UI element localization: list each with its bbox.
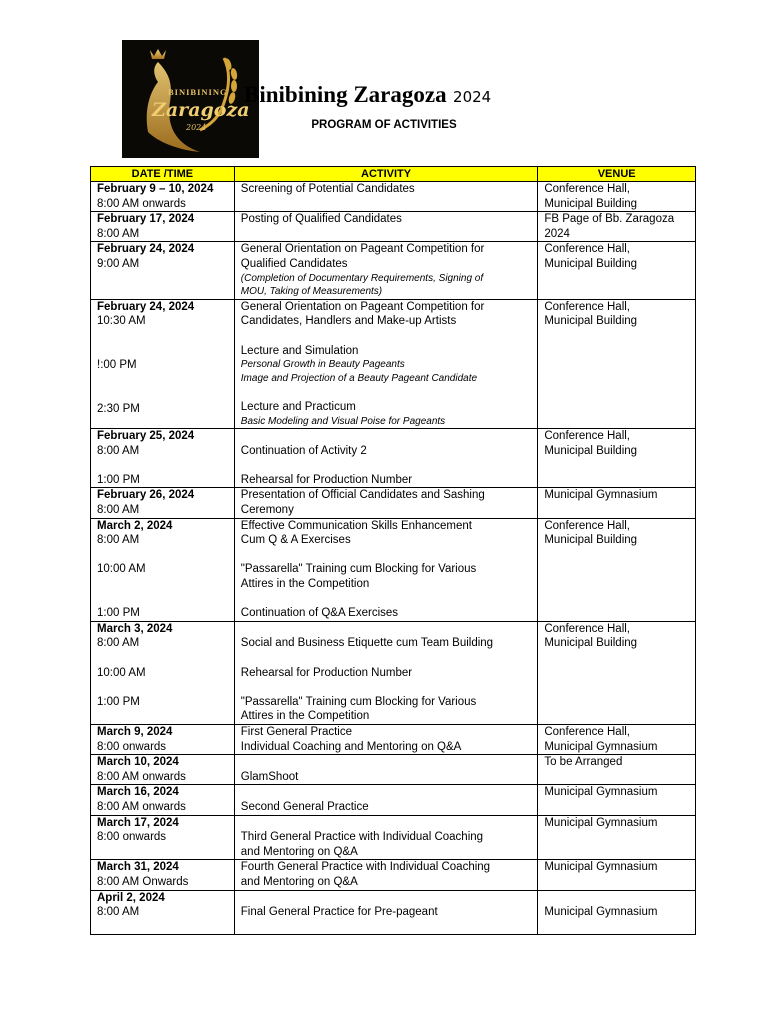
cell-text: First General Practice — [240, 725, 352, 738]
cell-spacer — [241, 891, 532, 906]
cell-spacer — [241, 385, 532, 400]
cell-text: April 2, 2024 — [97, 891, 165, 904]
cell-text: Continuation of Q&A Exercises — [240, 607, 399, 620]
venue-cell — [538, 518, 696, 621]
cell-spacer — [241, 458, 532, 473]
cell-text: Lecture and Practicum — [240, 400, 356, 413]
cell-text: Municipal Building — [544, 197, 638, 210]
cell-text: 8:00 AM — [97, 504, 140, 517]
date-cell — [91, 299, 235, 428]
cell-text: Presentation of Official Candidates and Sashing — [240, 489, 485, 502]
venue-cell — [538, 621, 696, 724]
cell-text: Fourth General Practice with Individual Coaching — [240, 861, 491, 874]
cell-text: Conference Hall, — [544, 622, 630, 635]
venue-cell — [538, 785, 696, 815]
cell-text: "Passarella" Training cum Blocking for Various — [240, 695, 477, 708]
cell-text: Municipal Gymnasium — [544, 489, 658, 502]
cell-spacer — [241, 755, 532, 770]
venue-cell — [538, 242, 696, 299]
cell-text: 8:00 onwards — [97, 831, 167, 844]
cell-text: Municipal Building — [544, 534, 638, 547]
cell-text: Municipal Gymnasium — [544, 786, 658, 799]
cell-text: Effective Communication Skills Enhancement — [240, 519, 472, 532]
cell-text: Conference Hall, — [544, 300, 630, 313]
cell-spacer — [97, 344, 228, 359]
cell-note: Basic Modeling and Visual Poise for Pageants — [240, 415, 446, 427]
logo-emblem — [122, 40, 259, 158]
cell-note: (Completion of Documentary Requirements, Signing of — [240, 272, 484, 284]
cell-spacer — [97, 373, 228, 388]
cell-spacer — [241, 429, 532, 444]
cell-text: Lecture and Simulation — [240, 344, 359, 357]
cell-text: 1:00 PM — [97, 695, 140, 708]
cell-text: and Mentoring on Q&A — [240, 845, 358, 858]
cell-spacer — [241, 680, 532, 695]
logo-year-text: 2024 — [186, 123, 207, 132]
cell-text: 10:30 AM — [97, 315, 146, 328]
cell-text: Cum Q & A Exercises — [240, 534, 351, 547]
cell-text: Rehearsal for Production Number — [240, 473, 413, 486]
table-row — [91, 488, 696, 518]
date-cell — [91, 242, 235, 299]
cell-text: Conference Hall, — [544, 725, 630, 738]
cell-text: Qualified Candidates — [240, 257, 348, 270]
cell-spacer — [241, 651, 532, 666]
activity-cell — [234, 890, 538, 935]
venue-cell — [538, 815, 696, 860]
cell-text: Municipal Building — [544, 315, 638, 328]
cell-text: Municipal Building — [544, 637, 638, 650]
date-cell — [91, 429, 235, 488]
cell-spacer — [97, 651, 228, 666]
cell-text: March 10, 2024 — [97, 756, 179, 769]
venue-cell — [538, 182, 696, 212]
logo-script-text: Zaragoza — [152, 99, 250, 121]
cell-text: FB Page of Bb. Zaragoza — [544, 213, 675, 226]
cell-text: 8:00 onwards — [97, 740, 167, 753]
venue-cell — [538, 860, 696, 890]
cell-spacer — [241, 785, 532, 800]
cell-text: Municipal Gymnasium — [544, 740, 658, 753]
cell-text: March 3, 2024 — [97, 622, 173, 635]
cell-text: 1:00 PM — [97, 473, 140, 486]
table-row — [91, 860, 696, 890]
venue-cell — [538, 212, 696, 242]
cell-text: Screening of Potential Candidates — [240, 183, 415, 195]
cell-text: 10:00 AM — [97, 666, 146, 679]
date-cell — [91, 755, 235, 785]
date-cell — [91, 488, 235, 518]
cell-text: Rehearsal for Production Number — [240, 666, 413, 679]
cell-text: Conference Hall, — [544, 519, 630, 532]
cell-spacer — [97, 387, 228, 402]
date-cell — [91, 724, 235, 754]
cell-text: Posting of Qualified Candidates — [240, 213, 402, 226]
activity-cell — [234, 518, 538, 621]
cell-note: Image and Projection of a Beauty Pageant Candidate — [240, 372, 478, 384]
cell-text: GlamShoot — [240, 770, 299, 783]
cell-text: Municipal Building — [544, 444, 638, 457]
cell-text: Municipal Gymnasium — [544, 906, 658, 919]
date-cell — [91, 890, 235, 935]
date-cell — [91, 860, 235, 890]
venue-cell — [538, 488, 696, 518]
table-row — [91, 518, 696, 621]
title-year: 2024 — [453, 88, 492, 106]
cell-text: February 25, 2024 — [97, 430, 195, 443]
cell-spacer — [241, 548, 532, 563]
date-cell — [91, 815, 235, 860]
table-row — [91, 212, 696, 242]
cell-text: 8:00 AM onwards — [97, 197, 186, 210]
column-header-activity: ACTIVITY — [234, 167, 538, 182]
cell-text: 8:00 AM onwards — [97, 800, 186, 813]
cell-spacer — [97, 548, 228, 563]
cell-spacer — [241, 622, 532, 637]
table-row — [91, 785, 696, 815]
activity-cell — [234, 212, 538, 242]
table-row — [91, 429, 696, 488]
cell-spacer — [241, 592, 532, 607]
cell-text: 8:00 AM Onwards — [97, 875, 189, 888]
column-header-date: DATE /TIME — [91, 167, 235, 182]
activity-cell — [234, 621, 538, 724]
cell-text: Final General Practice for Pre-pageant — [240, 906, 438, 919]
cell-spacer — [97, 458, 228, 473]
cell-text: "Passarella" Training cum Blocking for Various — [240, 563, 477, 576]
cell-text: March 9, 2024 — [97, 725, 173, 738]
cell-text: Ceremony — [240, 504, 294, 517]
activity-cell — [234, 755, 538, 785]
cell-text: 8:00 AM — [97, 534, 140, 547]
cell-text: Third General Practice with Individual Coaching — [240, 831, 484, 844]
cell-text: March 31, 2024 — [97, 861, 179, 874]
cell-note: Personal Growth in Beauty Pageants — [240, 359, 405, 371]
cell-text: February 24, 2024 — [97, 300, 195, 313]
cell-text: 8:00 AM — [97, 227, 140, 240]
cell-text: Second General Practice — [240, 800, 369, 813]
cell-text: 9:00 AM — [97, 257, 140, 270]
cell-text: Continuation of Activity 2 — [240, 444, 367, 457]
table-row — [91, 890, 696, 935]
cell-text: Attires in the Competition — [240, 710, 370, 723]
cell-text: General Orientation on Pageant Competition for — [240, 243, 485, 256]
cell-text: Attires in the Competition — [240, 578, 370, 591]
activity-cell — [234, 242, 538, 299]
activity-cell — [234, 785, 538, 815]
venue-cell — [538, 429, 696, 488]
cell-text: 1:00 PM — [97, 607, 140, 620]
table-row — [91, 182, 696, 212]
cell-note: MOU, Taking of Measurements) — [240, 286, 383, 298]
date-cell — [91, 518, 235, 621]
cell-text: Individual Coaching and Mentoring on Q&A — [240, 740, 462, 753]
cell-text: !:00 PM — [97, 359, 137, 372]
activities-table — [90, 166, 696, 935]
document-subtitle: PROGRAM OF ACTIVITIES — [311, 119, 457, 131]
cell-text: 8:00 AM — [97, 637, 140, 650]
activity-cell — [234, 488, 538, 518]
cell-text: 10:00 AM — [97, 563, 146, 576]
pageant-logo — [122, 40, 259, 158]
cell-text: Conference Hall, — [544, 243, 630, 256]
cell-text: Social and Business Etiquette cum Team Building — [240, 637, 494, 650]
cell-text: February 26, 2024 — [97, 489, 195, 502]
cell-spacer — [241, 329, 532, 344]
date-cell — [91, 182, 235, 212]
crown-icon — [150, 49, 166, 59]
table-row — [91, 621, 696, 724]
table-row — [91, 724, 696, 754]
cell-spacer — [97, 920, 228, 935]
activity-cell — [234, 429, 538, 488]
title-main: Binibining Zaragoza — [244, 82, 447, 107]
table-body — [91, 182, 696, 935]
date-cell — [91, 212, 235, 242]
cell-text: 2:30 PM — [97, 402, 140, 415]
activity-cell — [234, 815, 538, 860]
table-header-row — [91, 167, 696, 182]
cell-text: Candidates, Handlers and Make-up Artists — [240, 315, 457, 328]
cell-text: Municipal Building — [544, 257, 638, 270]
cell-spacer — [97, 592, 228, 607]
cell-text: 8:00 AM — [97, 444, 140, 457]
activity-cell — [234, 299, 538, 428]
cell-text: Conference Hall, — [544, 183, 630, 195]
cell-text: 8:00 AM — [97, 906, 140, 919]
cell-spacer — [97, 577, 228, 592]
logo-brand-text: BINIBINING — [168, 87, 228, 97]
cell-text: February 17, 2024 — [97, 213, 195, 226]
column-header-venue: VENUE — [538, 167, 696, 182]
venue-cell — [538, 724, 696, 754]
date-cell — [91, 785, 235, 815]
activity-cell — [234, 182, 538, 212]
cell-spacer — [544, 891, 689, 906]
cell-text: March 17, 2024 — [97, 816, 179, 829]
cell-text: March 2, 2024 — [97, 519, 173, 532]
cell-spacer — [97, 680, 228, 695]
venue-cell — [538, 890, 696, 935]
activity-cell — [234, 724, 538, 754]
cell-spacer — [241, 816, 532, 831]
cell-text: 8:00 AM onwards — [97, 770, 186, 783]
table-row — [91, 815, 696, 860]
cell-text: March 16, 2024 — [97, 786, 179, 799]
venue-cell — [538, 299, 696, 428]
cell-text: General Orientation on Pageant Competition for — [240, 300, 485, 313]
activity-cell — [234, 860, 538, 890]
cell-text: 2024 — [544, 227, 570, 240]
cell-text: To be Arranged — [544, 756, 623, 769]
cell-text: Municipal Gymnasium — [544, 816, 658, 829]
cell-text: and Mentoring on Q&A — [240, 875, 358, 888]
cell-text: Conference Hall, — [544, 430, 630, 443]
cell-text: February 24, 2024 — [97, 243, 195, 256]
table-row — [91, 755, 696, 785]
venue-cell — [538, 755, 696, 785]
document-title — [244, 82, 491, 108]
date-cell — [91, 621, 235, 724]
table-row — [91, 242, 696, 299]
cell-text: Municipal Gymnasium — [544, 861, 658, 874]
cell-spacer — [97, 329, 228, 344]
cell-text: February 9 – 10, 2024 — [97, 183, 214, 195]
table-row — [91, 299, 696, 428]
